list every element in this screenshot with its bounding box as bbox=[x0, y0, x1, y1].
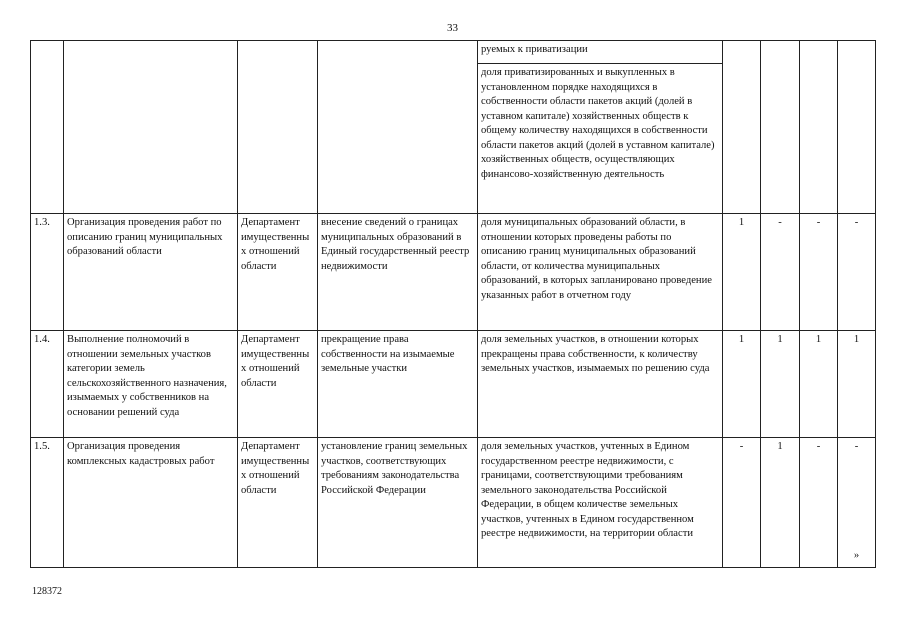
value-cell: - bbox=[800, 438, 838, 568]
result-cell: установление границ земельных участков, соответствующих требованиям законодательства Российской Федерации bbox=[318, 438, 478, 568]
row-number: 1.4. bbox=[31, 331, 64, 438]
indicator-cell: доля муниципальных образований области, в отношении которых проведены работы по описанию границ муниципальных образований области, от количества муниципальных образований, в которых запланировано проведение указанных работ в отчетном году bbox=[478, 214, 723, 331]
result-cell: прекращение права собственности на изымаемые земельные участки bbox=[318, 331, 478, 438]
value-cell bbox=[838, 438, 876, 568]
indicator-cell: доля земельных участков, учтенных в Едином государственном реестре недвижимости, с границами, соответствующими требованиям земельного законодательства Российской Федерации, в общем количестве земельных участков, учтенных в Едином государственном реестре недвижимости, на территории области bbox=[478, 438, 723, 568]
value-text: - bbox=[854, 441, 859, 452]
department-cell: Департамент имущественных отношений области bbox=[238, 438, 318, 568]
continuation-mark: » bbox=[853, 549, 860, 561]
indicator-cell: руемых к приватизации bbox=[478, 41, 723, 64]
department-cell: Департамент имущественных отношений области bbox=[238, 331, 318, 438]
table-row bbox=[31, 331, 876, 438]
value-cell bbox=[800, 41, 838, 214]
value-cell: 1 bbox=[800, 331, 838, 438]
value-cell: - bbox=[761, 214, 800, 331]
event-cell: Выполнение полномочий в отношении земельных участков категории земель сельскохозяйственного назначения, изымаемых у собственников на основании решений суда bbox=[64, 331, 238, 438]
table-row bbox=[31, 214, 876, 331]
page-number: 33 bbox=[447, 22, 458, 34]
indicator-cell: доля приватизированных и выкупленных в установленном порядке находящихся в собственности области пакетов акций (долей в уставном капитале) хозяйственных обществ к общему количеству находящихся в собственности области пакетов акций (долей в уставном капитале) хозяйственных обществ, осуществляющих финансово-хозяйственную деятельность bbox=[478, 64, 723, 214]
table-row bbox=[31, 438, 876, 568]
value-cell bbox=[761, 41, 800, 214]
result-cell: внесение сведений о границах муниципальных образований в Единый государственный реестр недвижимости bbox=[318, 214, 478, 331]
value-cell bbox=[723, 41, 761, 214]
event-cell: Организация проведения работ по описанию границ муниципальных образований области bbox=[64, 214, 238, 331]
program-table bbox=[30, 40, 876, 568]
continuation-row-top bbox=[31, 41, 876, 64]
value-cell: 1 bbox=[838, 331, 876, 438]
empty-cell bbox=[318, 41, 478, 214]
row-number: 1.5. bbox=[31, 438, 64, 568]
value-cell: 1 bbox=[761, 331, 800, 438]
empty-cell bbox=[31, 41, 64, 214]
value-cell: - bbox=[723, 438, 761, 568]
empty-cell bbox=[64, 41, 238, 214]
event-cell: Организация проведения комплексных кадастровых работ bbox=[64, 438, 238, 568]
value-cell: 1 bbox=[723, 214, 761, 331]
indicator-cell: доля земельных участков, в отношении которых прекращены права собственности, к количеству земельных участков, изымаемых по решению суда bbox=[478, 331, 723, 438]
department-cell: Департамент имущественных отношений области bbox=[238, 214, 318, 331]
value-cell: - bbox=[800, 214, 838, 331]
empty-cell bbox=[238, 41, 318, 214]
value-cell: 1 bbox=[723, 331, 761, 438]
value-cell: - bbox=[838, 214, 876, 331]
document-code: 128372 bbox=[32, 586, 62, 597]
row-number: 1.3. bbox=[31, 214, 64, 331]
value-cell: 1 bbox=[761, 438, 800, 568]
value-cell bbox=[838, 41, 876, 214]
